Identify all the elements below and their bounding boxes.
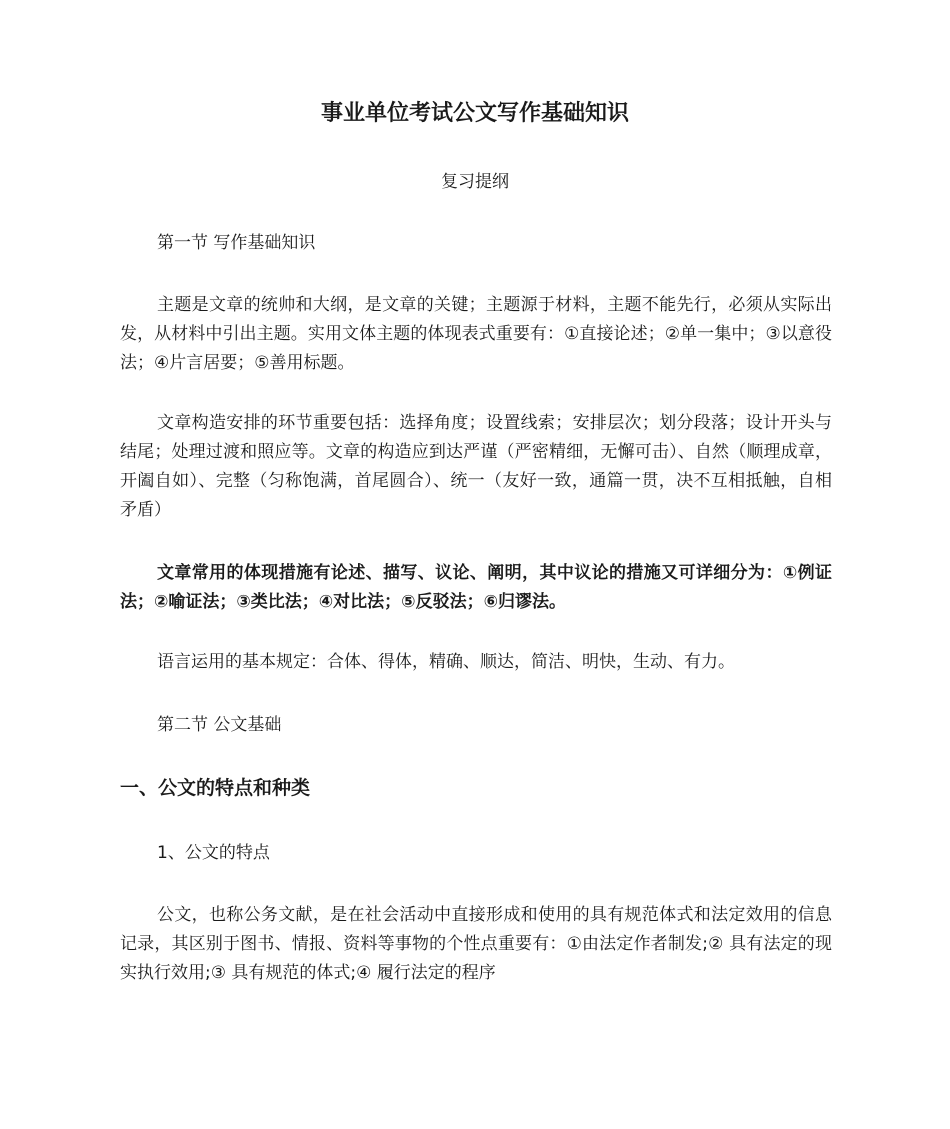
section-heading-writing-basics: 第一节 写作基础知识 (157, 233, 316, 253)
document-title: 事业单位考试公文写作基础知识 (320, 101, 629, 126)
paragraph-structure: 文章构造安排的环节重要包括：选择角度；设置线索；安排层次；划分段落；设计开头与结尾；处理过渡和照应等。文章的构造应到达严谨（严密精细，无懈可击）、自然（顺理成章，开阖自如）、完整（匀称饱满，首尾圆合）、统一（友好一致，通篇一贯，决不互相抵触，自相矛盾） (120, 413, 832, 520)
section-heading-official-docs: 第二节 公文基础 (157, 715, 282, 735)
paragraph-methods: 文章常用的体现措施有论述、描写、议论、阐明，其中议论的措施又可详细分为：①例证法；②喻证法；③类比法；④对比法；⑤反驳法；⑥归谬法。 (120, 563, 832, 612)
subheading-features: 1、公文的特点 (157, 843, 270, 863)
heading-features-and-types: 一、公文的特点和种类 (120, 777, 311, 799)
paragraph-theme: 主题是文章的统帅和大纲，是文章的关键；主题源于材料，主题不能先行，必须从实际出发，从材料中引出主题。实用文体主题的体现表式重要有：①直接论述；②单一集中；③以意役法；④片言居要；⑤善用标题。 (120, 295, 832, 373)
document-subtitle: 复习提纲 (441, 172, 509, 192)
paragraph-official-document: 公文，也称公务文献，是在社会活动中直接形成和使用的具有规范体式和法定效用的信息记录，其区别于图书、情报、资料等事物的个性点重要有：①由法定作者制发;② 具有法定的现实执行效用;③ 具有规范的体式;④ 履行法定的程序 (120, 905, 832, 983)
paragraph-language: 语言运用的基本规定：合体、得体，精确、顺达，简洁、明快，生动、有力。 (157, 652, 735, 672)
